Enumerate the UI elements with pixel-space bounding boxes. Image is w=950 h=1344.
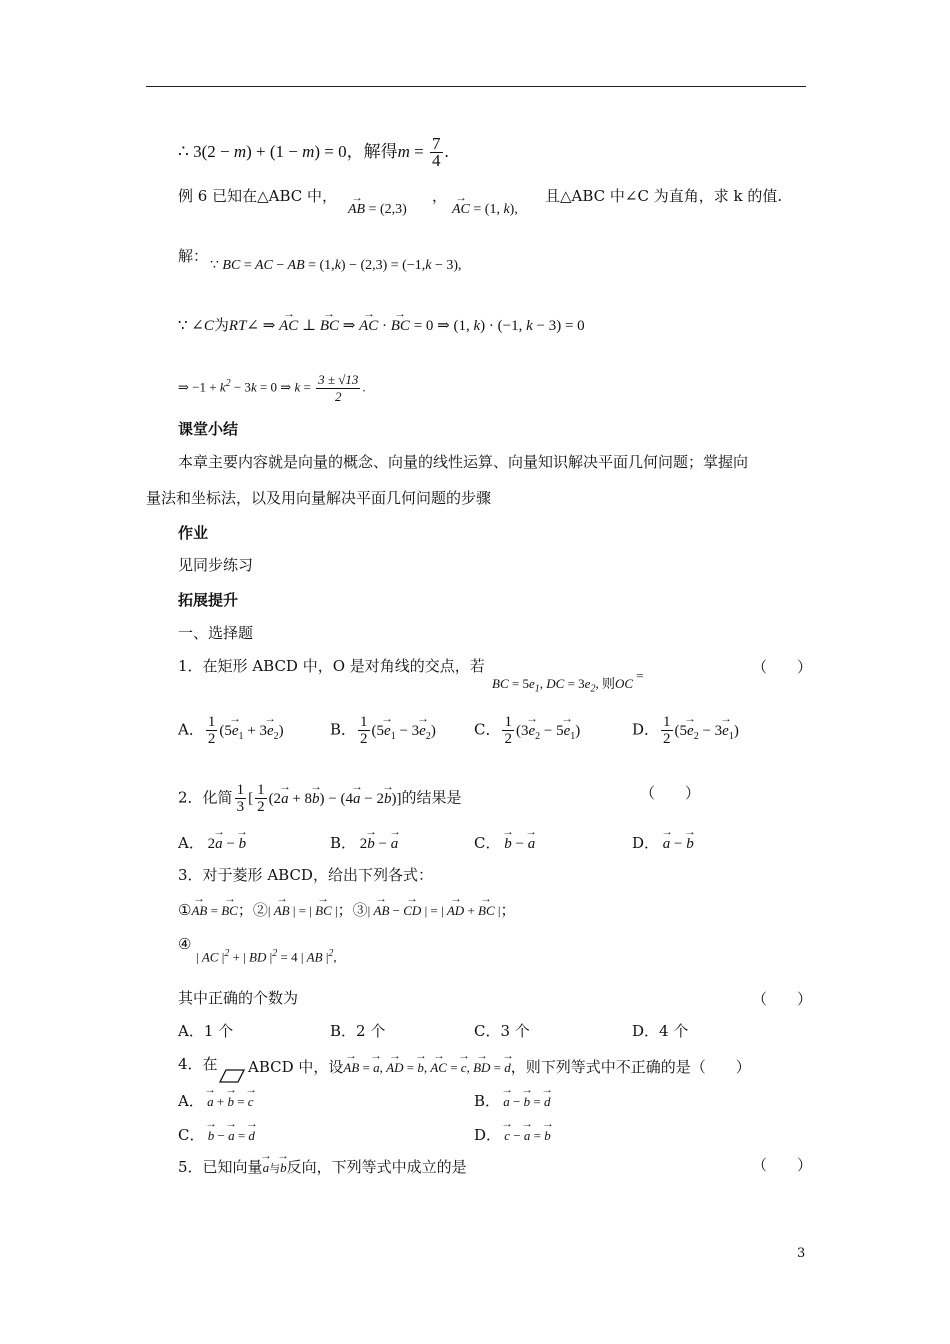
example6-text-a: 已知在△ABC 中，	[212, 187, 338, 205]
q3-bracket: （ ）	[752, 990, 813, 1008]
q4-stem-a: 4．在	[178, 1055, 218, 1073]
fraction-root: $\frac{3 \pm √13}{2}$	[318, 372, 359, 404]
example6-comma: ，	[432, 187, 448, 205]
vector-ab-eq: → AB = (2,3)	[348, 196, 407, 220]
q2-bracket: （ ）	[640, 784, 701, 802]
q1-option-d: D． $\frac{1}{2}$ $(5\to e_2 - 3\to e_1)$	[632, 714, 739, 747]
summary-line2: 量法和坐标法，以及用向量解决平面几何问题的步骤	[146, 489, 492, 507]
homework-heading: 作业	[178, 524, 209, 542]
example6-label: 例 6	[178, 187, 208, 205]
example6-text-c: 且△ABC 中∠C 为直角，求 k 的值.	[545, 187, 783, 205]
q2-stem: 2．化简 $\frac{1}{3}$ [ $\frac{1}{2}$ (2→ a + 8→ b) − (4→ a − 2→ b)]的结果是	[178, 782, 461, 815]
q2-option-c: C． → b − → a	[474, 830, 535, 854]
page-number: 3	[797, 1246, 806, 1261]
q3-count-text: 其中正确的个数为	[178, 989, 299, 1007]
q1-condition: BC = $5e_1$, DC = $3e_2$, 则OC =	[492, 668, 644, 695]
q3-items-123: ①→ AB = → BC；②| → AB | = | → BC |；③| → AB − → CD | = | → AD + → BC |；	[178, 897, 516, 921]
summary-line1: 本章主要内容就是向量的概念、向量的线性运算、向量知识解决平面几何问题；掌握向	[178, 453, 749, 471]
q2-option-d: D． → a − → b	[632, 830, 694, 854]
fraction-7-4: $\frac{7}{4}$	[432, 134, 441, 170]
q5-bracket: （ ）	[752, 1156, 813, 1174]
q5-stem: 5．已知向量→ a与→ b反向，下列等式中成立的是	[178, 1154, 467, 1179]
solution-label: 解：	[178, 247, 209, 265]
q2-option-a: A． 2→ a − → b	[178, 830, 246, 854]
section-title: 一、选择题	[178, 624, 254, 642]
q3-item4-formula: | AC $|^2$ + | BD $|^2 = 4$ | AB $|^2$,	[196, 948, 337, 965]
summary-heading: 课堂小结	[178, 420, 239, 438]
homework-text: 见同步练习	[178, 556, 254, 574]
q3-option-d: D．4 个	[632, 1022, 689, 1040]
q1-bracket: （ ）	[752, 658, 813, 676]
q1-option-b: B． $\frac{1}{2}$ $(5\to e_1 - 3\to e_2)$	[330, 714, 436, 747]
q4-option-d: D． → c − → a = → b	[474, 1122, 551, 1146]
example6-line	[178, 186, 337, 206]
q1-stem: 1．在矩形 ABCD 中，O 是对角线的交点，若	[178, 657, 485, 675]
q1-option-a: A． $\frac{1}{2}$ $(5\to e_1 + 3\to e_2)$	[178, 714, 284, 747]
q3-item4: ④	[178, 935, 192, 953]
extension-heading: 拓展提升	[178, 591, 239, 609]
q1-option-c: C． $\frac{1}{2}$ $(3\to e_2 - 5\to e_1)$	[474, 714, 580, 747]
vector-ac-eq: → AC = (1, k),	[452, 196, 518, 220]
line-therefore: ∴ 3(2 − m) + (1 − m) = 0，解得m = $\frac{7}{4}$ .	[178, 134, 449, 170]
q4-option-b: B． → a − → b = → d	[474, 1088, 550, 1112]
solution-quadratic: ⇒ $-1 + k^2 - 3k = 0$ ⇒ k = $\frac{3 \pm √13}{2}$ .	[178, 372, 366, 404]
q2-option-b: B． 2→ b − → a	[330, 830, 398, 854]
q3-option-a: A．1 个	[178, 1022, 234, 1040]
parallelogram-icon	[218, 1068, 246, 1084]
q3-stem: 3．对于菱形 ABCD，给出下列各式：	[178, 866, 433, 884]
q4-stem-b: ABCD 中，设→ AB = → a, → AD = → b, → AC = → c, → BD = → d，则下列等式中不正确的是（ ）	[248, 1054, 751, 1078]
solution-bc: ∵ BC = AC − AB = (1,k) − (2,3) = (−1,k − 3),	[210, 258, 462, 273]
q3-option-c: C．3 个	[474, 1022, 530, 1040]
q4-option-c: C． → b − → a = → d	[178, 1122, 255, 1146]
solution-right-angle: ∵ ∠C为RT∠ ⇒ → AC ⊥ → BC ⇒ → AC · → BC = 0 ⇒ (1, k) · (−1, k − 3) = 0	[178, 312, 585, 336]
header-rule	[146, 86, 806, 87]
q4-option-a: A． → a + → b = → c	[178, 1088, 254, 1112]
q3-option-b: B．2 个	[330, 1022, 386, 1040]
